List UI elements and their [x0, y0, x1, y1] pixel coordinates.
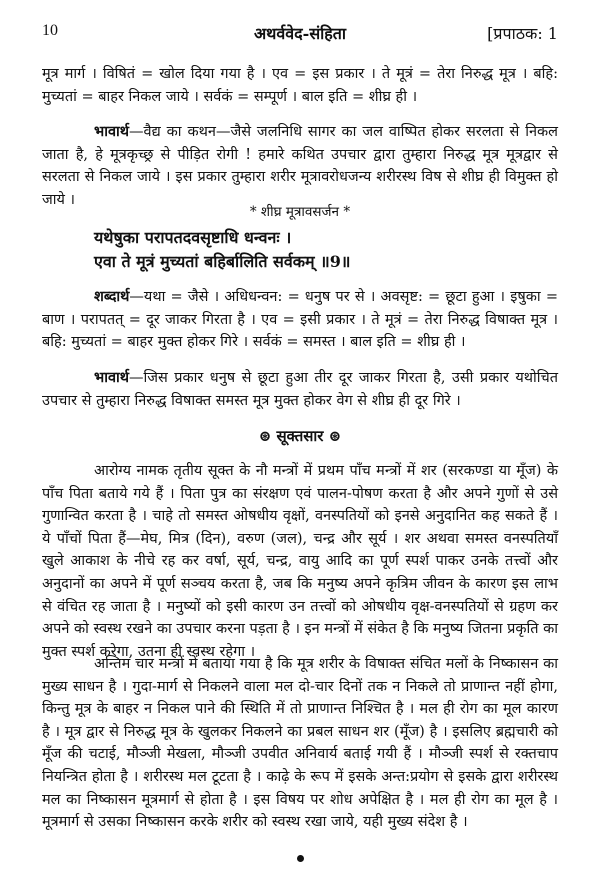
running-title: अथर्ववेद-संहिता [253, 24, 347, 43]
end-bullet [297, 855, 304, 862]
page-header [42, 22, 558, 46]
paragraph-summary-1: आरोग्य नामक तृतीय सूक्त के नौ मन्त्रों में प्रथम पाँच मन्त्रों में शर (सरकण्डा या मूँज) के पाँच पिता बताये गये हैं । पिता पुत्र का संरक्षण एवं पालन-पोषण करता है और अपने गुणों से उसे गुणान्वित करता है । चाहे तो समस्त ओषधीय वृक्षों, वनस्पतियों को इनसे अनुदानित कह सकते हैं । ये पाँचों पिता हैं—मेघ, मित्र (दिन), वरुण (जल), चन्द्र और सूर्य । शर अथवा समस्त वनस्पतियाँ खुले आकाश के नीचे रह कर वर्षा, सूर्य, चन्द्र, वायु आदि का पूर्ण स्पर्श पाकर उनके तत्त्वों और अनुदानों का अपने में पूर्ण सञ्चय करता है, जब कि मनुष्य अपने कृत्रिम जीवन के कारण इस लाभ से वंचित रह जाता है । मनुष्यों को इसी कारण उन तत्त्वों को ओषधीय वृक्ष-वनस्पतियों से ग्रहण कर अपने को स्वस्थ रखने का उपचार करना पड़ता है । इन मन्त्रों में संकेत है कि मनुष्य जितना प्रकृति का मुक्त स्पर्श करेगा, उतना ही स्वस्थ रहेगा । [42, 463, 558, 660]
subheading: * शीघ्र मूत्रावसर्जन * [249, 204, 351, 220]
verse-line: एवा ते मूत्रं मुच्यतां बहिर्बालिति सर्वकम् ॥9॥ [94, 252, 351, 271]
paragraph-summary-2: अन्तिम चार मन्त्रों में बताया गया है कि मूत्र शरीर के विषाक्त संचित मलों के निष्कासन का मुख्य साधन है । गुदा-मार्ग से निकलने वाला मल दो-चार दिनों तक न निकले तो प्राणान्त नहीं होगा, किन्तु मूत्र के बाहर न निकल पाने की स्थिति में तो प्राणान्त निश्चित है । मल ही रोग का मूल कारण है । मूत्र द्वार से निरुद्ध मूत्र के खुलकर निकलने का प्रबल साधन शर (मूँज) है । इसलिए ब्रह्मचारी को मूँज की चटाई, मौञ्जी मेखला, मौञ्जी उपवीत अनिवार्य बताई गयी हैं । मौञ्जी स्पर्श से रक्तचाप नियन्त्रित होता है । शरीरस्थ मल टूटता है । काढ़े के रूप में इसके अन्त:प्रयोग से इसके द्वारा शरीरस्थ मल का निष्कासन मूत्रमार्ग से होता है । इस विषय पर शोध अपेक्षित है । मल ही रोग का मूल है । मूत्रमार्ग से उसका निष्कासन करके शरीर को स्वस्थ रखा जाये, यही मुख्य संदेश है । [42, 656, 558, 831]
paragraph-lead: भावार्थ [94, 123, 130, 140]
paragraph-bhavarth-2 [42, 367, 558, 412]
paragraph-body: —यथा = जैसे । अधिधन्वन: = धनुष पर से । अवसृष्ट: = छूटा हुआ । इषुका = बाण । परापतत् = दूर जाकर गिरता है । एव = इसी प्रकार । ते मूत्रं = तेरा निरुद्ध विषाक्त मूत्र । बहि: मुच्यतां = बाहर मुक्त होकर गिरे । सर्वकं = समस्त । बाल इति = शीघ्र ही । [42, 289, 558, 351]
verse-line: यथेषुका परापतदवसृष्टाधि धन्वनः । [94, 228, 292, 247]
paragraph-body: —वैद्य का कथन—जैसे जलनिधि सागर का जल वाष्पित होकर सरलता से निकल जाता है, हे मूत्रकृच्छ्र से पीड़ित रोगी ! हमारे कथित उपचार द्वारा तुम्हारा निरुद्ध मूत्र मूत्रद्वार से सरलता से निकल जाये । इस प्रकार तुम्हारा शरीर मूत्रावरोधजन्य शरीरस्थ विष से शीघ्र ही विमुक्त हो जाये । [42, 124, 558, 208]
paragraph-bhavarth-1 [42, 121, 558, 211]
paragraph-body: —जिस प्रकार धनुष से छूटा हुआ तीर दूर जाकर गिरता है, उसी प्रकार यथोचित उपचार से तुम्हारा निरुद्ध विषाक्त समस्त मूत्र मुक्त होकर वेग से शीघ्र ही दूर गिरे । [42, 370, 558, 409]
verse [94, 226, 350, 274]
paragraph-word-meanings-cont: मूत्र मार्ग । विषितं = खोल दिया गया है । एव = इस प्रकार । ते मूत्रं = तेरा निरुद्ध मूत्र । बहि: मुच्यतां = बाहर निकल जाये । सर्वकं = सम्पूर्ण । बाल इति = शीघ्र ही । [42, 66, 558, 105]
section-heading: ⊛ सूक्तसार ⊛ [258, 427, 342, 445]
section-label: [प्रपाठक: 1 [487, 24, 558, 43]
paragraph-lead: शब्दार्थ [94, 288, 130, 305]
paragraph-shabdarth [42, 286, 558, 354]
paragraph-lead: भावार्थ [94, 369, 130, 386]
page-number: 10 [42, 22, 58, 39]
